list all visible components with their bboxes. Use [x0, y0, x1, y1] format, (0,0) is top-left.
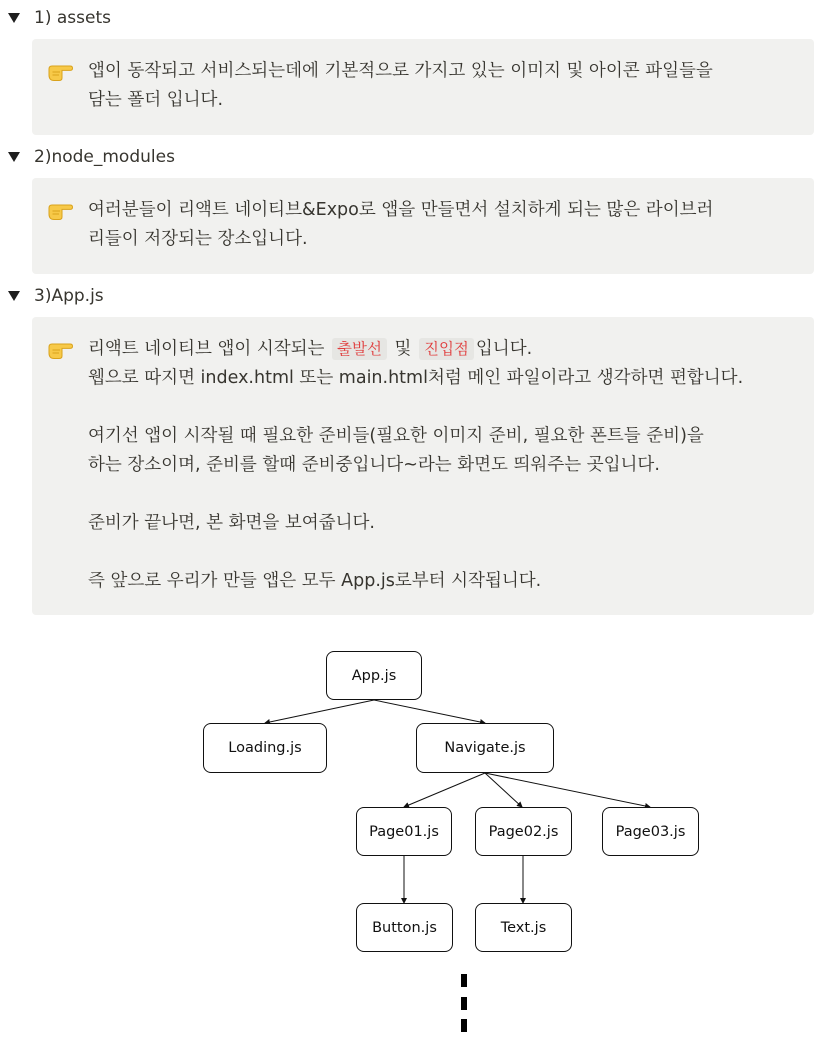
node-label: Button.js — [372, 919, 437, 936]
edge-navigate-page03 — [485, 773, 650, 807]
callout-line: 담는 폴더 입니다. — [88, 90, 224, 110]
callout-app-js — [32, 317, 814, 615]
callout-line: 즉 앞으로 우리가 만들 앱은 모두 App.js로부터 시작됩니다. — [88, 571, 542, 591]
callout-line: 리들이 저장되는 장소입니다. — [88, 229, 308, 249]
node-loading-js — [203, 723, 327, 773]
callout-line: 준비가 끝나면, 본 화면을 보여줍니다. — [88, 513, 375, 533]
text-segment: 리액트 네이티브 앱이 시작되는 — [88, 339, 331, 359]
edge-navigate-page02 — [485, 773, 522, 807]
component-tree-diagram — [0, 635, 823, 1042]
callout-line: 웹으로 따지면 index.html 또는 main.html처럼 메인 파일이라고 생각하면 편합니다. — [88, 368, 744, 388]
node-text-js — [475, 903, 572, 952]
node-label: Navigate.js — [444, 740, 526, 756]
toggle-title: 1) assets — [34, 8, 111, 28]
node-label: Page03.js — [615, 823, 686, 840]
toggle-node-modules[interactable] — [0, 144, 175, 170]
toggle-app-js[interactable] — [0, 283, 104, 309]
callout-line: 앱이 동작되고 서비스되는데에 기본적으로 가지고 있는 이미지 및 아이콘 파일들을 — [88, 61, 713, 81]
node-label: Text.js — [500, 919, 547, 936]
node-label: App.js — [351, 667, 397, 684]
pointing-hand-icon — [46, 196, 74, 224]
callout-node-modules — [32, 178, 814, 274]
edge-navigate-page01 — [404, 773, 485, 807]
pointing-hand-icon — [46, 335, 74, 363]
toggle-title: 2)node_modules — [34, 147, 175, 167]
node-label: Loading.js — [228, 740, 302, 756]
node-label: Page02.js — [488, 823, 559, 840]
node-label: Page01.js — [369, 823, 439, 840]
callout-line — [88, 335, 794, 364]
toggle-triangle-icon[interactable] — [8, 13, 20, 23]
node-page02-js — [475, 807, 572, 856]
callout-line: 하는 장소이며, 준비를 할때 준비중입니다~라는 화면도 띄워주는 곳입니다. — [88, 455, 660, 475]
node-button-js — [356, 903, 453, 952]
continuation-dash — [461, 997, 467, 1010]
inline-code-tag: 출발선 — [332, 338, 387, 360]
pointing-hand-icon — [46, 57, 74, 85]
toggle-triangle-icon[interactable] — [8, 152, 20, 162]
text-segment: 및 — [388, 339, 417, 359]
toggle-triangle-icon[interactable] — [8, 291, 20, 301]
callout-line: 여러분들이 리액트 네이티브&Expo로 앱을 만들면서 설치하게 되는 많은 라이브러 — [88, 200, 714, 220]
edge-app-navigate — [374, 700, 485, 723]
text-segment: 입니다. — [475, 339, 533, 359]
inline-code-tag: 진입점 — [419, 338, 474, 360]
continuation-dash — [461, 974, 467, 987]
toggle-assets[interactable] — [0, 5, 111, 31]
node-app-js — [326, 651, 422, 700]
node-page03-js — [602, 807, 699, 856]
node-navigate-js — [416, 723, 554, 773]
callout-line: 여기선 앱이 시작될 때 필요한 준비들(필요한 이미지 준비, 필요한 폰트들 준비)을 — [88, 426, 704, 446]
node-page01-js — [356, 807, 452, 856]
edge-app-loading — [265, 700, 374, 723]
toggle-title: 3)App.js — [34, 286, 104, 306]
continuation-dash — [461, 1019, 467, 1032]
callout-assets — [32, 39, 814, 135]
